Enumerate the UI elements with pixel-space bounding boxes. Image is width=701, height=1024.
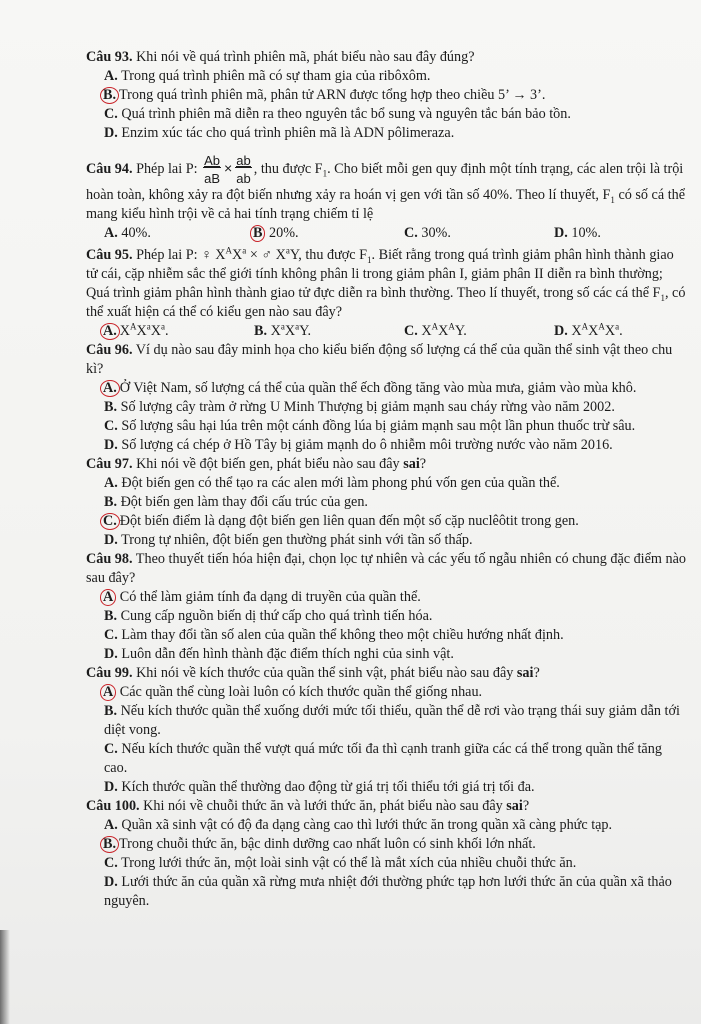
question-99 — [86, 664, 686, 797]
option-d: D. Kích thước quần thể thường dao động từ giá trị tối thiểu tới giá trị tối đa. — [104, 779, 535, 795]
question-stem: Câu 98. Theo thuyết tiến hóa hiện đại, chọn lọc tự nhiên và các yếu tố ngẫu nhiên có chung đặc điểm nào sau đây? — [86, 551, 686, 586]
question-stem: Câu 93. Khi nói về quá trình phiên mã, phát biểu nào sau đây đúng? — [86, 49, 475, 65]
answer-circle: A — [100, 684, 116, 701]
option-d: D. Số lượng cá chép ở Hồ Tây bị giảm mạnh do ô nhiễm môi trường nước vào năm 2016. — [104, 437, 613, 453]
option-c: C. Số lượng sâu hại lúa trên một cánh đồng lúa bị giảm mạnh sau một lần phun thuốc trừ sâu. — [104, 418, 636, 434]
question-95 — [86, 246, 686, 341]
option-b-marked: B 20%. — [254, 224, 404, 243]
option-a-marked: A Các quần thể cùng loài luôn có kích thước quần thể giống nhau. — [86, 683, 686, 702]
option-a-marked: A. Ở Việt Nam, số lượng cá thể của quần thể ếch đồng tăng vào mùa mưa, giảm vào mùa khô. — [86, 379, 686, 398]
option-d: D. 10%. — [554, 225, 601, 241]
question-stem: Câu 100. Khi nói về chuỗi thức ăn và lưới thức ăn, phát biểu nào sau đây sai? — [86, 798, 530, 814]
option-b: B. Số lượng cây tràm ở rừng U Minh Thượng bị giảm mạnh sau cháy rừng vào năm 2002. — [104, 399, 615, 415]
question-stem: Câu 97. Khi nói về đột biến gen, phát biểu nào sau đây sai? — [86, 456, 427, 472]
answer-circle: B. — [100, 87, 119, 104]
answer-circle: A. — [100, 380, 120, 397]
option-c: C. 30%. — [404, 225, 451, 241]
option-d: D. Luôn dẫn đến hình thành đặc điểm thích nghi của sinh vật. — [104, 646, 454, 662]
option-d: D. $X^AX^AX^a$. — [554, 321, 623, 339]
option-c: C. $X^AX^AY$. — [404, 321, 467, 339]
question-stem: Câu 99. Khi nói về kích thước của quần thể sinh vật, phát biểu nào sau đây sai? — [86, 665, 540, 681]
option-c: C. Quá trình phiên mã diễn ra theo nguyên tắc bổ sung và nguyên tắc bán bảo tồn. — [104, 106, 571, 122]
exam-content — [86, 48, 686, 911]
option-b: B. $X^aX^aY$. — [254, 321, 312, 339]
option-d: D. Trong tự nhiên, đột biến gen thường phát sinh với tần số thấp. — [104, 532, 473, 548]
option-c: C. Nếu kích thước quần thể vượt quá mức tối đa thì cạnh tranh giữa các cá thể trong quần thể tăng cao. — [104, 741, 662, 776]
option-a: A. Quần xã sinh vật có độ đa dạng càng cao thì lưới thức ăn trong quần xã càng phức tạp. — [104, 817, 613, 833]
option-a-marked: A Có thể làm giảm tính đa dạng di truyền của quần thể. — [86, 588, 686, 607]
option-b-marked: B. Trong chuỗi thức ăn, bậc dinh dưỡng cao nhất luôn có sinh khối lớn nhất. — [86, 835, 686, 854]
answer-circle: C. — [100, 513, 120, 530]
answer-circle: A. — [100, 323, 120, 340]
answer-circle: B — [250, 225, 265, 242]
option-a: A. Đột biến gen có thể tạo ra các alen mới làm phong phú vốn gen của quần thể. — [104, 475, 560, 491]
option-b: B. Cung cấp nguồn biến dị thứ cấp cho quá trình tiến hóa. — [104, 608, 433, 624]
genotype-fraction-1: $\frac{Ab}{aB}$ — [204, 153, 220, 186]
answer-circle: A — [100, 589, 116, 606]
genotype-fraction-2: $\frac{ab}{ab}$ — [236, 153, 251, 186]
option-c-marked: C. Đột biến điểm là dạng đột biến gen liên quan đến một số cặp nuclêôtit trong gen. — [86, 512, 686, 531]
question-stem: Câu 94. Phép lai P: $\frac{Ab}{aB}$ × $\frac{ab}{ab}$ , thu được $F_1$. Cho biết mỗi gen quy định một tính trạng, các alen trội là trội hoàn toàn, không xảy ra đột biến nhưng xảy ra hoán vị gen với tần số 40%. Theo lí thuyết, $F_1$ có số cá thể mang kiểu hình trội về cả hai tính trạng chiếm tỉ lệ — [86, 153, 686, 222]
question-98 — [86, 550, 686, 664]
question-100 — [86, 797, 686, 911]
option-b: B. Nếu kích thước quần thể xuống dưới mức tối thiểu, quần thể dễ rơi vào trạng thái suy giảm dẫn tới diệt vong. — [104, 703, 680, 738]
option-c: C. Làm thay đổi tần số alen của quần thể không theo một chiều hướng nhất định. — [104, 627, 564, 643]
option-a: A. Trong quá trình phiên mã có sự tham gia của ribôxôm. — [104, 68, 431, 84]
option-b: B. Đột biến gen làm thay đổi cấu trúc của gen. — [104, 494, 368, 510]
answer-circle: B. — [100, 836, 119, 853]
question-stem: Câu 96. Ví dụ nào sau đây minh họa cho kiểu biến động số lượng cá thể của quần thể sinh vật theo chu kì? — [86, 342, 673, 377]
option-d: D. Enzim xúc tác cho quá trình phiên mã là ADN pôlimeraza. — [104, 125, 455, 141]
option-a: A. 40%. — [104, 225, 151, 241]
options-row — [86, 322, 686, 341]
option-b-marked: B. Trong quá trình phiên mã, phân tử ARN được tổng hợp theo chiều 5’ → 3’. — [86, 86, 686, 105]
options-row — [86, 224, 686, 243]
page-edge-shadow — [0, 930, 10, 1024]
option-a-marked: A. $X^AX^aX^a$. — [104, 322, 254, 341]
question-stem: Câu 95. Phép lai P: ♀ $X^AX^a$ × ♂ $X^aY$, thu được $F_1$. Biết rằng trong quá trình giảm phân hình thành giao tử cái, cặp nhiễm sắc thể giới tính không phân li trong giảm phân I, giảm phân II diễn ra bình thường; Quá trình giảm phân hình thành giao tử đực diễn ra bình thường. Theo lí thuyết, trong số các cá thể $F_1$, có thể xuất hiện cá thể có kiểu gen nào sau đây? — [86, 245, 686, 320]
option-d: D. Lưới thức ăn của quần xã rừng mưa nhiệt đới thường phức tạp hơn lưới thức ăn của quần xã thảo nguyên. — [104, 874, 672, 909]
question-97 — [86, 455, 686, 550]
question-96 — [86, 341, 686, 455]
question-94 — [86, 153, 686, 243]
option-c: C. Trong lưới thức ăn, một loài sinh vật có thể là mắt xích của nhiều chuỗi thức ăn. — [104, 855, 577, 871]
question-93 — [86, 48, 686, 143]
